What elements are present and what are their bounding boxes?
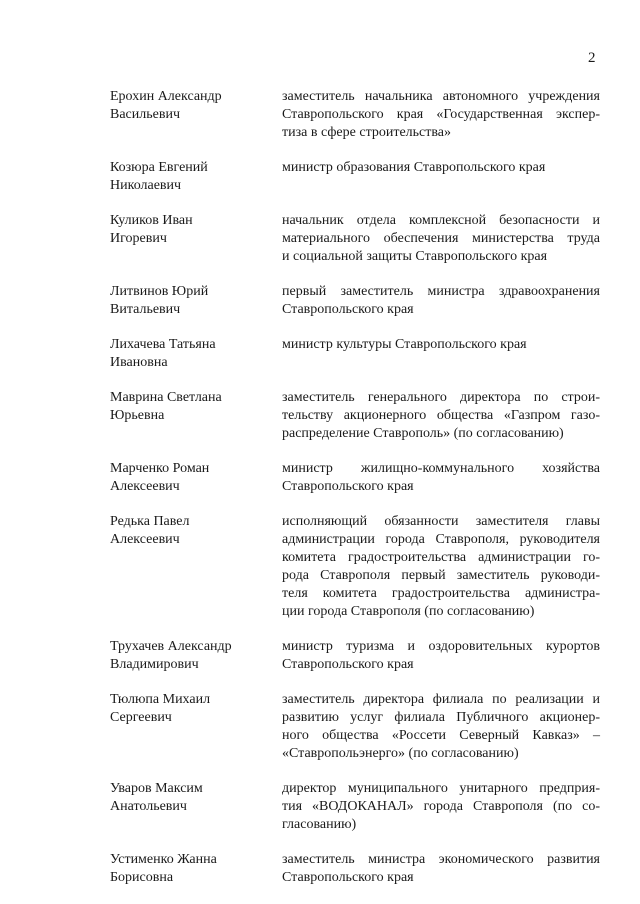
member-surname-name: Уваров Максим xyxy=(110,781,203,796)
member-surname-name: Трухачев Александр xyxy=(110,639,232,654)
member-entry xyxy=(110,851,600,887)
member-name xyxy=(110,389,282,443)
position-line: заместитель генерального директора по строи- xyxy=(282,390,600,405)
page-number: 2 xyxy=(588,50,596,66)
member-position xyxy=(282,851,600,887)
member-surname-name: Куликов Иван xyxy=(110,213,193,228)
member-entry xyxy=(110,638,600,674)
member-patronymic: Ивановна xyxy=(110,355,168,370)
position-line: министр образования Ставропольского края xyxy=(282,160,546,175)
member-patronymic: Алексеевич xyxy=(110,532,180,547)
member-surname-name: Марченко Роман xyxy=(110,461,210,476)
position-line: тельству акционерного общества «Газпром газо- xyxy=(282,408,600,423)
position-line: комитета градостроительства администрации го- xyxy=(282,550,600,565)
member-name xyxy=(110,513,282,621)
member-position xyxy=(282,460,600,496)
member-entry xyxy=(110,780,600,834)
member-surname-name: Маврина Светлана xyxy=(110,390,222,405)
member-name xyxy=(110,336,282,372)
member-name xyxy=(110,638,282,674)
member-patronymic: Юрьевна xyxy=(110,408,165,423)
member-patronymic: Васильевич xyxy=(110,107,180,122)
member-name xyxy=(110,851,282,887)
position-line: исполняющий обязанности заместителя главы xyxy=(282,514,600,529)
position-line: министр жилищно-коммунального хозяйства xyxy=(282,461,600,476)
member-position xyxy=(282,638,600,674)
member-position xyxy=(282,513,600,621)
member-name xyxy=(110,88,282,142)
position-line: и социальной защиты Ставропольского края xyxy=(282,249,548,264)
member-name xyxy=(110,159,282,195)
position-line: материального обеспечения министерства труда xyxy=(282,231,600,246)
position-line: Ставропольского края xyxy=(282,479,414,494)
position-line: министр туризма и оздоровительных курортов xyxy=(282,639,600,654)
member-surname-name: Ерохин Александр xyxy=(110,89,222,104)
position-line: рода Ставрополя первый заместитель руководи- xyxy=(282,568,600,583)
position-line: развитию услуг филиала Публичного акционер- xyxy=(282,710,600,725)
member-patronymic: Николаевич xyxy=(110,178,182,193)
member-name xyxy=(110,780,282,834)
member-entry xyxy=(110,691,600,763)
member-entry xyxy=(110,336,600,372)
member-entry xyxy=(110,159,600,195)
position-line: ции города Ставрополя (по согласованию) xyxy=(282,604,535,619)
position-line: ного общества «Россети Северный Кавказ» – xyxy=(282,728,600,743)
member-position xyxy=(282,88,600,142)
position-line: первый заместитель министра здравоохранения xyxy=(282,284,600,299)
member-surname-name: Козюра Евгений xyxy=(110,160,208,175)
member-patronymic: Владимирович xyxy=(110,657,199,672)
position-line: гласованию) xyxy=(282,817,357,832)
member-surname-name: Устименко Жанна xyxy=(110,852,217,867)
position-line: министр культуры Ставропольского края xyxy=(282,337,527,352)
position-line: теля комитета градостроительства администра- xyxy=(282,586,600,601)
position-line: Ставропольского края «Государственная экспер- xyxy=(282,107,600,122)
position-line: тия «ВОДОКАНАЛ» города Ставрополя (по со- xyxy=(282,799,600,814)
position-line: распределение Ставрополь» (по согласованию) xyxy=(282,426,564,441)
position-line: директор муниципального унитарного предприя- xyxy=(282,781,600,796)
position-line: Ставропольского края xyxy=(282,302,414,317)
member-name xyxy=(110,283,282,319)
member-list xyxy=(110,88,600,904)
member-entry xyxy=(110,513,600,621)
member-surname-name: Тюлюпа Михаил xyxy=(110,692,211,707)
position-line: заместитель директора филиала по реализации и xyxy=(282,692,600,707)
member-patronymic: Сергеевич xyxy=(110,710,172,725)
position-line: заместитель министра экономического развития xyxy=(282,852,600,867)
member-position xyxy=(282,389,600,443)
member-entry xyxy=(110,460,600,496)
member-entry xyxy=(110,389,600,443)
position-line: заместитель начальника автономного учреждения xyxy=(282,89,600,104)
member-entry xyxy=(110,283,600,319)
position-line: начальник отдела комплексной безопасности и xyxy=(282,213,600,228)
member-patronymic: Витальевич xyxy=(110,302,181,317)
member-patronymic: Алексеевич xyxy=(110,479,180,494)
position-line: Ставропольского края xyxy=(282,870,414,885)
member-position xyxy=(282,212,600,266)
member-surname-name: Литвинов Юрий xyxy=(110,284,209,299)
member-patronymic: Борисовна xyxy=(110,870,174,885)
member-position xyxy=(282,283,600,319)
member-position xyxy=(282,691,600,763)
member-patronymic: Игоревич xyxy=(110,231,167,246)
member-name xyxy=(110,691,282,763)
member-entry xyxy=(110,212,600,266)
position-line: тиза в сфере строительства» xyxy=(282,125,452,140)
position-line: администрации города Ставрополя, руководителя xyxy=(282,532,600,547)
position-line: Ставропольского края xyxy=(282,657,414,672)
position-line: «Ставропольэнерго» (по согласованию) xyxy=(282,746,519,761)
member-name xyxy=(110,212,282,266)
member-surname-name: Лихачева Татьяна xyxy=(110,337,216,352)
member-surname-name: Редька Павел xyxy=(110,514,190,529)
member-entry xyxy=(110,88,600,142)
member-position xyxy=(282,780,600,834)
member-patronymic: Анатольевич xyxy=(110,799,187,814)
member-position xyxy=(282,336,600,372)
member-name xyxy=(110,460,282,496)
member-position xyxy=(282,159,600,195)
